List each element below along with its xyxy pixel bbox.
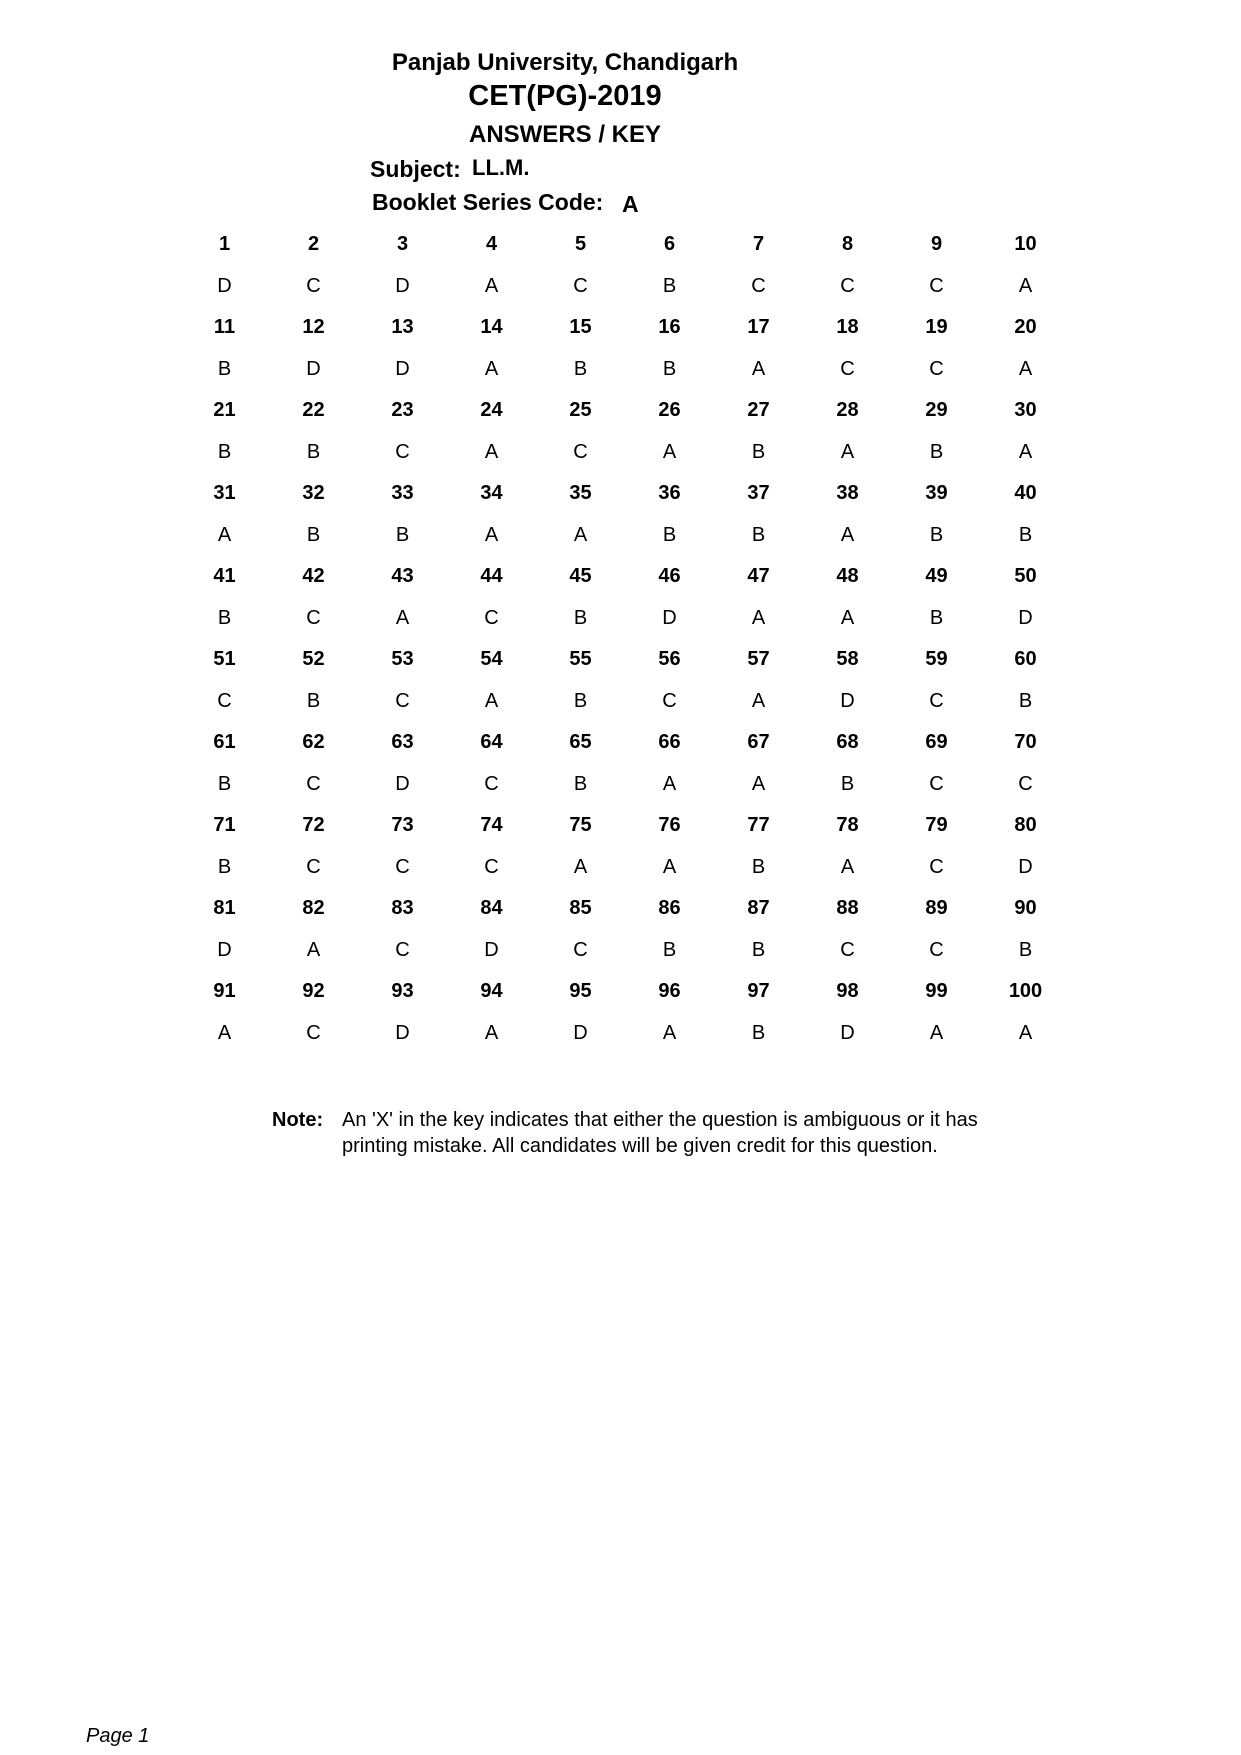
question-number: 39 bbox=[925, 482, 948, 504]
answer-key-grid bbox=[180, 228, 1070, 1058]
question-number: 49 bbox=[925, 565, 948, 587]
answer-option: C bbox=[395, 690, 410, 712]
subject-value: LL.M. bbox=[472, 155, 530, 180]
answer-option: B bbox=[306, 441, 321, 463]
question-number: 45 bbox=[569, 565, 592, 587]
question-number: 71 bbox=[213, 814, 236, 836]
answer-option: A bbox=[840, 524, 855, 546]
answer-option: A bbox=[662, 1022, 677, 1044]
answer-option: D bbox=[395, 1022, 410, 1044]
question-number: 40 bbox=[1014, 482, 1037, 504]
answer-option: D bbox=[484, 939, 499, 961]
question-number: 75 bbox=[569, 814, 592, 836]
answer-option: C bbox=[929, 275, 944, 297]
answer-option: A bbox=[929, 1022, 944, 1044]
question-number: 31 bbox=[213, 482, 236, 504]
question-number: 86 bbox=[658, 897, 681, 919]
answer-option: A bbox=[1018, 358, 1033, 380]
question-number: 57 bbox=[747, 648, 770, 670]
answer-option: B bbox=[1018, 939, 1033, 961]
question-number: 83 bbox=[391, 897, 414, 919]
question-number: 93 bbox=[391, 980, 414, 1002]
question-number: 30 bbox=[1014, 399, 1037, 421]
question-number: 87 bbox=[747, 897, 770, 919]
question-number: 52 bbox=[302, 648, 325, 670]
answer-option: A bbox=[662, 441, 677, 463]
answer-option: A bbox=[751, 607, 766, 629]
answer-option: C bbox=[306, 1022, 321, 1044]
answer-block bbox=[180, 394, 1070, 477]
answer-option: C bbox=[573, 441, 588, 463]
answer-block bbox=[180, 311, 1070, 394]
answer-option: D bbox=[395, 358, 410, 380]
answer-option: C bbox=[1018, 773, 1033, 795]
question-number: 33 bbox=[391, 482, 414, 504]
answer-option: C bbox=[484, 856, 499, 878]
question-number: 82 bbox=[302, 897, 325, 919]
question-number: 50 bbox=[1014, 565, 1037, 587]
question-number: 6 bbox=[663, 233, 676, 255]
answer-option: D bbox=[306, 358, 321, 380]
answer-key-title: ANSWERS / KEY bbox=[468, 121, 662, 148]
question-number: 42 bbox=[302, 565, 325, 587]
answer-option: C bbox=[929, 358, 944, 380]
answer-option: B bbox=[929, 524, 944, 546]
question-number: 85 bbox=[569, 897, 592, 919]
question-number: 28 bbox=[836, 399, 859, 421]
answer-option: A bbox=[217, 1022, 232, 1044]
answer-option: A bbox=[484, 524, 499, 546]
question-number: 25 bbox=[569, 399, 592, 421]
question-number: 41 bbox=[213, 565, 236, 587]
answer-option: B bbox=[217, 856, 232, 878]
answer-option: C bbox=[840, 358, 855, 380]
question-number: 64 bbox=[480, 731, 503, 753]
question-number: 91 bbox=[213, 980, 236, 1002]
question-number: 80 bbox=[1014, 814, 1037, 836]
answer-option: C bbox=[484, 773, 499, 795]
answer-option: B bbox=[662, 939, 677, 961]
question-number: 29 bbox=[925, 399, 948, 421]
question-number: 38 bbox=[836, 482, 859, 504]
answer-block bbox=[180, 560, 1070, 643]
question-number: 34 bbox=[480, 482, 503, 504]
answer-option: B bbox=[217, 773, 232, 795]
question-number: 51 bbox=[213, 648, 236, 670]
note-text: An 'X' in the key indicates that either the question is ambiguous or it has printing mistake. All candidates will be given credit for this question. bbox=[342, 1109, 978, 1157]
question-number: 56 bbox=[658, 648, 681, 670]
answer-block bbox=[180, 975, 1070, 1058]
answer-option: A bbox=[751, 358, 766, 380]
answer-option: B bbox=[751, 1022, 766, 1044]
question-number: 18 bbox=[836, 316, 859, 338]
answer-option: C bbox=[929, 939, 944, 961]
question-number: 99 bbox=[925, 980, 948, 1002]
question-number: 92 bbox=[302, 980, 325, 1002]
question-number: 27 bbox=[747, 399, 770, 421]
answer-option: B bbox=[1018, 524, 1033, 546]
question-number: 78 bbox=[836, 814, 859, 836]
answer-option: A bbox=[306, 939, 321, 961]
question-number: 61 bbox=[213, 731, 236, 753]
question-number: 81 bbox=[213, 897, 236, 919]
question-number: 46 bbox=[658, 565, 681, 587]
answer-option: D bbox=[395, 275, 410, 297]
answer-option: D bbox=[573, 1022, 588, 1044]
answer-block bbox=[180, 228, 1070, 311]
page-number: Page 1 bbox=[86, 1725, 150, 1747]
question-number: 12 bbox=[302, 316, 325, 338]
question-number: 74 bbox=[480, 814, 503, 836]
question-number: 15 bbox=[569, 316, 592, 338]
question-number: 62 bbox=[302, 731, 325, 753]
answer-option: A bbox=[1018, 1022, 1033, 1044]
question-number: 11 bbox=[213, 316, 236, 338]
question-number: 68 bbox=[836, 731, 859, 753]
answer-option: A bbox=[751, 690, 766, 712]
answer-option: B bbox=[751, 856, 766, 878]
question-number: 77 bbox=[747, 814, 770, 836]
question-number: 32 bbox=[302, 482, 325, 504]
answer-option: C bbox=[929, 856, 944, 878]
answer-option: B bbox=[306, 690, 321, 712]
question-number: 1 bbox=[218, 233, 231, 255]
answer-block bbox=[180, 809, 1070, 892]
question-number: 48 bbox=[836, 565, 859, 587]
question-number: 20 bbox=[1014, 316, 1037, 338]
question-number: 90 bbox=[1014, 897, 1037, 919]
question-number: 59 bbox=[925, 648, 948, 670]
answer-option: B bbox=[306, 524, 321, 546]
answer-option: A bbox=[217, 524, 232, 546]
question-number: 58 bbox=[836, 648, 859, 670]
question-number: 63 bbox=[391, 731, 414, 753]
question-number: 84 bbox=[480, 897, 503, 919]
answer-option: B bbox=[573, 358, 588, 380]
answer-option: A bbox=[751, 773, 766, 795]
answer-option: B bbox=[840, 773, 855, 795]
question-number: 4 bbox=[485, 233, 498, 255]
answer-block bbox=[180, 643, 1070, 726]
question-number: 55 bbox=[569, 648, 592, 670]
answer-option: A bbox=[840, 856, 855, 878]
question-number: 26 bbox=[658, 399, 681, 421]
answer-option: A bbox=[484, 441, 499, 463]
question-number: 53 bbox=[391, 648, 414, 670]
question-number: 43 bbox=[391, 565, 414, 587]
question-number: 67 bbox=[747, 731, 770, 753]
question-number: 2 bbox=[307, 233, 320, 255]
question-number: 16 bbox=[658, 316, 681, 338]
answer-option: C bbox=[484, 607, 499, 629]
question-number: 23 bbox=[391, 399, 414, 421]
answer-option: A bbox=[662, 856, 677, 878]
answer-option: C bbox=[929, 690, 944, 712]
answer-option: B bbox=[929, 607, 944, 629]
answer-option: B bbox=[395, 524, 410, 546]
question-number: 47 bbox=[747, 565, 770, 587]
answer-option: A bbox=[573, 856, 588, 878]
answer-option: B bbox=[217, 441, 232, 463]
question-number: 19 bbox=[925, 316, 948, 338]
question-number: 13 bbox=[391, 316, 414, 338]
answer-option: D bbox=[1018, 607, 1033, 629]
exam-title: CET(PG)-2019 bbox=[468, 80, 662, 112]
answer-option: C bbox=[662, 690, 677, 712]
answer-option: C bbox=[306, 607, 321, 629]
answer-option: B bbox=[751, 939, 766, 961]
question-number: 70 bbox=[1014, 731, 1037, 753]
question-number: 5 bbox=[574, 233, 587, 255]
answer-option: C bbox=[840, 939, 855, 961]
answer-option: D bbox=[217, 939, 232, 961]
answer-option: B bbox=[751, 524, 766, 546]
answer-option: B bbox=[662, 275, 677, 297]
subject-label: Subject: bbox=[370, 156, 461, 182]
question-number: 44 bbox=[480, 565, 503, 587]
answer-block bbox=[180, 726, 1070, 809]
answer-option: A bbox=[573, 524, 588, 546]
answer-option: D bbox=[217, 275, 232, 297]
question-number: 94 bbox=[480, 980, 503, 1002]
question-number: 10 bbox=[1014, 233, 1037, 255]
question-number: 65 bbox=[569, 731, 592, 753]
answer-option: A bbox=[395, 607, 410, 629]
answer-option: B bbox=[217, 358, 232, 380]
answer-option: A bbox=[840, 607, 855, 629]
question-number: 17 bbox=[747, 316, 770, 338]
answer-option: B bbox=[662, 524, 677, 546]
answer-option: C bbox=[395, 939, 410, 961]
answer-option: C bbox=[751, 275, 766, 297]
question-number: 98 bbox=[836, 980, 859, 1002]
answer-option: B bbox=[573, 690, 588, 712]
note-label: Note: bbox=[272, 1109, 324, 1131]
answer-option: A bbox=[1018, 275, 1033, 297]
answer-option: B bbox=[573, 607, 588, 629]
question-number: 100 bbox=[1008, 980, 1043, 1002]
series-code-label: Booklet Series Code: bbox=[372, 189, 604, 215]
answer-option: B bbox=[573, 773, 588, 795]
question-number: 37 bbox=[747, 482, 770, 504]
answer-option: A bbox=[1018, 441, 1033, 463]
question-number: 96 bbox=[658, 980, 681, 1002]
answer-option: B bbox=[662, 358, 677, 380]
answer-option: D bbox=[840, 1022, 855, 1044]
university-name: Panjab University, Chandigarh bbox=[391, 49, 739, 76]
question-number: 60 bbox=[1014, 648, 1037, 670]
answer-option: D bbox=[662, 607, 677, 629]
question-number: 7 bbox=[752, 233, 765, 255]
answer-option: A bbox=[484, 1022, 499, 1044]
answer-option: C bbox=[395, 441, 410, 463]
question-number: 21 bbox=[213, 399, 236, 421]
question-number: 35 bbox=[569, 482, 592, 504]
answer-option: C bbox=[929, 773, 944, 795]
answer-option: B bbox=[751, 441, 766, 463]
question-number: 3 bbox=[396, 233, 409, 255]
question-number: 8 bbox=[841, 233, 854, 255]
answer-option: A bbox=[484, 690, 499, 712]
question-number: 88 bbox=[836, 897, 859, 919]
answer-option: C bbox=[573, 939, 588, 961]
question-number: 97 bbox=[747, 980, 770, 1002]
answer-block bbox=[180, 892, 1070, 975]
answer-option: A bbox=[662, 773, 677, 795]
answer-option: C bbox=[840, 275, 855, 297]
question-number: 72 bbox=[302, 814, 325, 836]
answer-option: C bbox=[395, 856, 410, 878]
answer-option: B bbox=[1018, 690, 1033, 712]
answer-option: C bbox=[573, 275, 588, 297]
series-code-value: A bbox=[622, 191, 639, 217]
question-number: 22 bbox=[302, 399, 325, 421]
question-number: 69 bbox=[925, 731, 948, 753]
answer-option: A bbox=[484, 275, 499, 297]
question-number: 9 bbox=[930, 233, 943, 255]
question-number: 14 bbox=[480, 316, 503, 338]
answer-block bbox=[180, 477, 1070, 560]
answer-option: C bbox=[217, 690, 232, 712]
question-number: 76 bbox=[658, 814, 681, 836]
answer-option: D bbox=[840, 690, 855, 712]
question-number: 36 bbox=[658, 482, 681, 504]
answer-option: B bbox=[929, 441, 944, 463]
answer-option: D bbox=[395, 773, 410, 795]
answer-option: C bbox=[306, 773, 321, 795]
answer-option: A bbox=[484, 358, 499, 380]
answer-option: A bbox=[840, 441, 855, 463]
answer-option: D bbox=[1018, 856, 1033, 878]
answer-option: C bbox=[306, 275, 321, 297]
question-number: 66 bbox=[658, 731, 681, 753]
question-number: 54 bbox=[480, 648, 503, 670]
answer-option: C bbox=[306, 856, 321, 878]
question-number: 79 bbox=[925, 814, 948, 836]
answer-option: B bbox=[217, 607, 232, 629]
question-number: 73 bbox=[391, 814, 414, 836]
question-number: 89 bbox=[925, 897, 948, 919]
question-number: 95 bbox=[569, 980, 592, 1002]
question-number: 24 bbox=[480, 399, 503, 421]
